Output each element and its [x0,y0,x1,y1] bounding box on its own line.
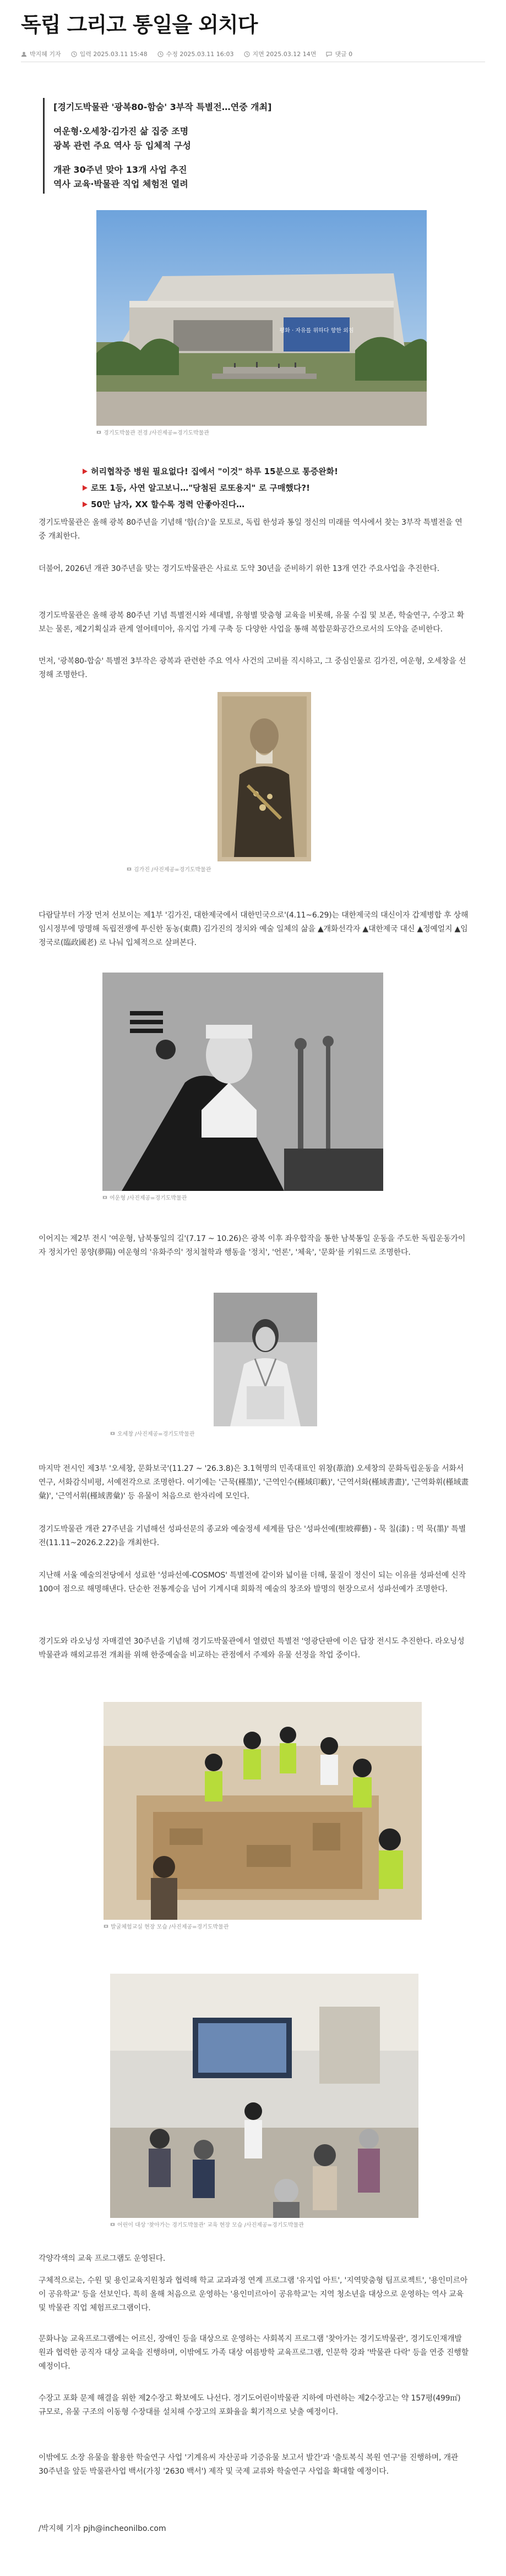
caption-text: 발굴체험교실 현장 모습 /사진제공=경기도박물관 [111,1924,229,1930]
portrait-photo [214,1293,317,1426]
photo-oh-se-chang [117,1293,357,1438]
published-meta [71,50,148,58]
promo-text[interactable]: 로또 1등, 사연 알고보니…"당첨된 로또용지" 로 구매했다?! [91,483,310,493]
author-name[interactable]: 박지혜 기자 [30,51,61,58]
subheading-line: 역사 교육·박물관 직업 체험전 열려 [53,179,188,189]
paragraph: 먼저, '광복80-합숨' 특별전 3부작은 광복과 관련한 주요 역사 사건의 고비를 직시하고, 그 중심인물로 김가진, 여운형, 오세창을 선정해 조명한다. [39,657,466,679]
paragraph: 수장고 포화 문제 해결을 위한 제2수장고 확보에도 나선다. 경기도어린이박물관 지하에 마련하는 제2수장고는 약 157평(499㎡) 규모로, 유물 구조의 이동형 수장대를 설치해 수장고의 포화율을 획기적으로 낮출 예정이다. [39,2394,461,2416]
portrait-photo [217,692,311,861]
photo-caption [127,865,211,873]
paragraph: 이어지는 제2부 전시 '여운형, 남북통일의 길'(7.17 ~ 10.26)은 광복 이후 좌우합작을 통한 남북통일 운동을 주도한 독립운동가이자 정치가인 몽양(夢陽) 여운형의 '유화주의' 정치철학과 행동을 '정치', '언론', '체육', '문화'를 키워드로 조명한다. [39,1234,466,1257]
banner-text: 평화 · 자유를 위하다 향한 외침 [279,328,354,334]
photo-caption [110,1429,195,1437]
print-meta [244,50,317,58]
caption-text: 김가진 /사진제공=경기도박물관 [134,867,211,873]
photo-kim-ga-jin [134,692,319,874]
photo-caption [102,1193,187,1201]
published-date: 입력 2025.03.11 15:48 [79,51,148,58]
updated-date: 수정 2025.03.11 16:03 [166,51,234,58]
triangle-bullet-icon [83,469,88,474]
clock-icon [71,51,77,57]
comment-count[interactable]: 댓글 0 [335,51,353,58]
print-date: 지면 2025.03.12 14면 [252,51,317,58]
clock-icon [244,51,250,57]
camera-icon [104,1924,108,1929]
paragraph: 경기도박물관 개관 27주년을 기념해선 성파선문의 종교와 예술정세 세계를 담은 '성파선예(聖坡禪藝) - 묵 칠(漆) : 먹 묵(墨)' 특별전(11.11~2026.2.22)을 개최한다. [39,1525,466,1547]
caption-text: 어린이 대상 '찾아가는 경기도박물관' 교육 현장 모습 /사진제공=경기도박물관 [117,2222,304,2228]
paragraph: 더불어, 2026년 개관 30주년을 맞는 경기도박물관은 사료로 도약 30년을 준비하기 위한 13개 연간 주요사업을 추진한다. [39,564,440,573]
triangle-bullet-icon [83,485,88,491]
user-icon [21,51,27,57]
subheading-line: 여운형·오세창·김가진 삶 집중 조명 [53,126,189,136]
triangle-bullet-icon [83,502,88,507]
updated-meta [157,50,234,58]
promo-text[interactable]: 50만 남자, XX 할수록 정력 안좋아진다… [91,499,245,509]
paragraph: 마지막 전시인 제3부 '오세창, 문화보국'(11.27 ~ '26.3.8)은 3.1혁명의 민족대표인 위창(葦滄) 오세창의 문화독립운동을 서화서연구, 서화감식비평, 서예전각으로 조명한다. 여기에는 '근묵(槿墨)', '근역인수(槿域印藪)', '근역서화(槿域書畫)', '근역화휘(槿域畫彙)', '근역서휘(槿域書彙)' 등 유물이 처음으로 한자리에 모인다. [39,1464,469,1501]
promo-highlights [83,463,435,513]
reporter-signature: /박지혜 기자 pjh@incheonilbo.com [39,2524,166,2533]
paragraph: 각양각색의 교육 프로그램도 운영된다. [39,2254,166,2263]
photo-museum-exterior [96,210,427,436]
subheading-line: 광복 관련 주요 역사 등 입체적 구성 [53,140,191,151]
photo-excavation-class [104,1702,423,1933]
promo-link[interactable] [83,480,435,496]
clock-icon [157,51,164,57]
article-meta [21,50,485,58]
camera-icon [110,1431,115,1436]
paragraph: 구체적으로는, 수원 및 용인교육지원청과 협력해 학교 교과과정 연계 프로그램 '유지업 아트', '지역맞춤형 팀프로젝트', '용인미르아이 공유학교' 등을 선보인다. 특히 올해 처음으로 운영하는 '용인미르아이 공유학교'는 지역 청소년을 대상으로 운영하는 역사 교육 및 박물관 직업 체험프로그램이다. [39,2276,468,2313]
comment-icon [326,51,332,57]
photo-caption [110,2220,304,2228]
comments-meta[interactable] [326,50,352,58]
caption-text: 오세창 /사진제공=경기도박물관 [117,1431,195,1437]
author-meta [21,50,61,58]
paragraph: 경기도와 라오닝성 자매결연 30주년을 기념해 경기도박물관에서 열렸던 특별전 '영광단판에 이은 답장 전시도 추진한다. 라오닝성박물관과 해외교류전 개최를 위해 한중예술을 비교하는 관점에서 주제와 유물 선정을 착업 중이다. [39,1637,465,1660]
camera-icon [96,430,101,435]
subheading-line: 개관 30주년 맞아 13개 사업 추진 [53,164,187,175]
photo-caption [96,428,209,436]
paragraph: 경기도박물관은 올해 광복 80주년을 기념해 '함(合)'을 모토로, 독립 한성과 통일 정신의 미래를 역사에서 찾는 3부작 특별전을 연중 개최한다. [39,518,463,541]
caption-text: 여운형 /사진제공=경기도박물관 [110,1195,187,1201]
page-title: 독립 그리고 통일을 외치다 [21,13,258,37]
caption-text: 경기도박물관 전경 /사진제공=경기도박물관 [104,430,209,436]
museum-photo [96,210,427,426]
promo-text[interactable]: 허리협착증 병원 필요없다! 집에서 "이것" 하루 15분으로 통증완화! [91,466,338,476]
promo-link[interactable] [83,463,435,480]
photo-caption [104,1922,228,1930]
class-photo [104,1702,422,1920]
promo-link[interactable] [83,496,435,513]
subheading-box [43,98,467,194]
paragraph: 문화나눔 교육프로그램에는 어르신, 장애인 등을 대상으로 운영하는 사회복지 프로그램 '찾아가는 경기도박물관', 경기도인재개발원과 협력한 공직자 대상 교육을 진행하며, 이밖에도 가족 대상 여름방학 교육프로그램, 인문학 강좌 '박물관 다락' 등을 연중 진행할 예정이다. [39,2335,469,2371]
subheading-line: [경기도박물관 '광복80-함숨' 3부작 특별전…연중 개최] [53,102,272,112]
paragraph: 이밖에도 소장 유물을 활용한 학술연구 사업 '기계유씨 자산공파 기증유물 보고서 발간'과 '출토복식 복원 연구'를 진행하며, 개관 30주년을 앞둔 박물관사업 백서(가칭 '2630 백서') 제작 및 국제 교류와 학술연구 사업을 확대할 예정이다. [39,2453,459,2476]
camera-icon [110,2222,115,2227]
photo-outreach-education [110,1974,440,2232]
paragraph: 지난해 서울 예술의전당에서 성료한 '성파선예-COSMOS' 특별전에 같이와 넓이를 더해, 물질이 정신이 되는 이유를 성파선예 신작 100여 점으로 해명해낸다. 단순한 전통계승을 넘어 기계시대 회화적 예술의 창조와 발명의 현장으로서 성파선예가 조명한다. [39,1571,466,1594]
speech-photo [102,973,383,1191]
camera-icon [127,866,132,871]
photo-yeo-un-hyeong [102,973,394,1204]
paragraph: 경기도박물관은 올해 광복 80주년 기념 특별전시와 세대별, 유형별 맞춤형 교육을 비롯해, 유물 수집 및 보존, 학술연구, 수장고 확보는 물론, 제2기획실과 관계 열어테미아, 유지업 가제 구축 등 다양한 사업을 통해 복합문화공간으로서의 도약을 준비한다. [39,611,464,634]
camera-icon [102,1195,107,1200]
paragraph: 다람달부터 가장 먼저 선보이는 제1부 '김가진, 대한제국에서 대한민국으로'(4.11~6.29)는 대한제국의 대신이자 갑제병합 후 상해 임시정부에 망명해 독립전쟁에 투신한 동농(東農) 김가진의 정치와 예술 일체의 삶을 ▲개화선각자 ▲대한제국 대신 ▲정예얼지 ▲임정국로(臨政國老) 로 나눠 입체적으로 살펴본다. [39,911,469,947]
education-photo [110,1974,418,2218]
